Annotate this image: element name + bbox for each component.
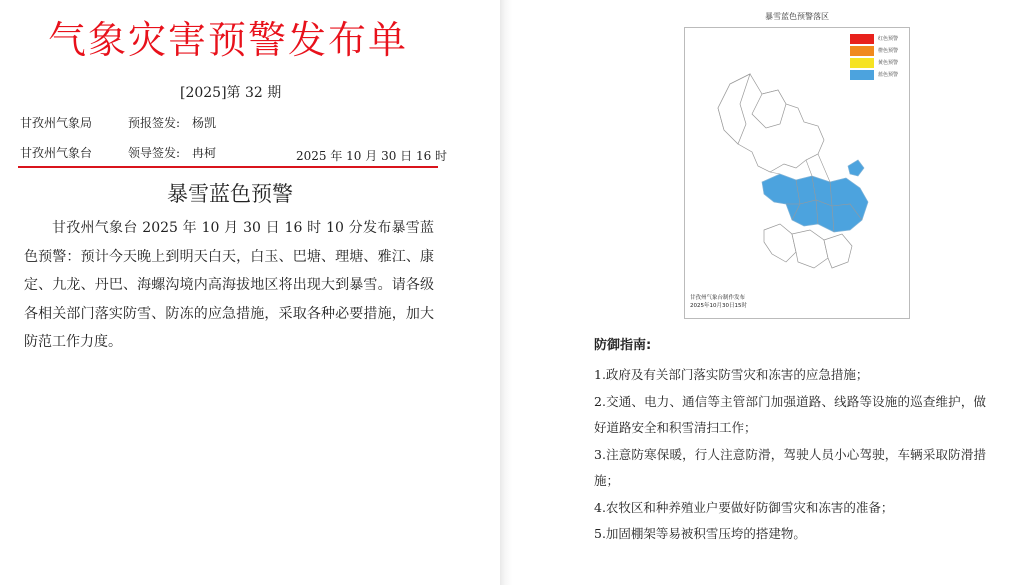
signer-role: 预报签发: bbox=[128, 116, 181, 130]
legend-label: 橙色预警 bbox=[878, 48, 899, 54]
warning-title: 暴雪蓝色预警 bbox=[167, 182, 293, 206]
signer-role: 领导签发: bbox=[128, 146, 181, 160]
warning-body: 甘孜州气象台 2025 年 10 月 30 日 16 时 10 分发布暴雪蓝色预警：预计今天晚上到明天白天，白玉、巴塘、理塘、雅江、康定、九龙、丹巴、海螺沟境内高海拔地区将出现大到暴雪。请各级各相关部门落实防雪、防冻的应急措施，采取各种必要措施，加大防范工作力度。 bbox=[24, 220, 434, 350]
guide-item: 3.注意防寒保暖，行人注意防滑，驾驶人员小心驾驶，车辆采取防滑措施； bbox=[594, 446, 986, 488]
guide-title: 防御指南: bbox=[594, 338, 652, 353]
guide-item: 5.加固棚架等易被积雪压垮的搭建物。 bbox=[594, 526, 806, 541]
warning-area-map bbox=[700, 64, 890, 274]
signer-row bbox=[20, 114, 216, 131]
issue-date: 2025 年 10 月 30 日 16 时 bbox=[296, 149, 448, 163]
signer-org: 甘孜州气象局 bbox=[20, 116, 93, 130]
book-spine bbox=[500, 0, 512, 585]
legend-label: 蓝色预警 bbox=[878, 72, 899, 78]
legend-label: 红色预警 bbox=[878, 36, 899, 42]
map-warning-area-northeast bbox=[848, 160, 864, 176]
legend-swatch-red bbox=[850, 34, 874, 44]
map-border-line bbox=[806, 160, 812, 176]
map-region-south bbox=[792, 230, 828, 268]
map-title: 暴雪蓝色预警落区 bbox=[765, 12, 829, 21]
legend-label: 黄色预警 bbox=[878, 60, 899, 66]
issue-number: [2025]第 32 期 bbox=[180, 85, 282, 101]
map-border-line bbox=[770, 172, 780, 174]
map-region-southeast bbox=[824, 234, 852, 268]
legend-item bbox=[850, 34, 906, 45]
map-region-southwest bbox=[764, 224, 796, 262]
guide-list bbox=[594, 362, 986, 548]
map-border-line bbox=[818, 154, 830, 182]
signer-row bbox=[20, 144, 216, 161]
guide-item: 2.交通、电力、通信等主管部门加强道路、线路等设施的巡查维护，做好道路安全和积雪清扫工作； bbox=[594, 393, 986, 435]
map-credit-publisher: 甘孜州气象台制作发布 bbox=[690, 295, 746, 301]
signer-org: 甘孜州气象台 bbox=[20, 146, 93, 160]
legend-item bbox=[850, 46, 906, 57]
header-divider bbox=[18, 166, 438, 168]
document-title: 气象灾害预警发布单 bbox=[48, 18, 409, 62]
map-warning-area bbox=[762, 174, 868, 232]
map-credit-time: 2025年10月30日15时 bbox=[690, 303, 747, 309]
left-page bbox=[0, 0, 500, 585]
signer-name: 冉柯 bbox=[192, 146, 217, 160]
guide-item: 1.政府及有关部门落实防雪灾和冻害的应急措施； bbox=[594, 367, 869, 382]
signer-name: 杨凯 bbox=[192, 116, 217, 130]
legend-swatch-orange bbox=[850, 46, 874, 56]
guide-item: 4.农牧区和种养殖业户要做好防御雪灾和冻害的准备； bbox=[594, 499, 894, 515]
map-credit bbox=[690, 294, 747, 310]
